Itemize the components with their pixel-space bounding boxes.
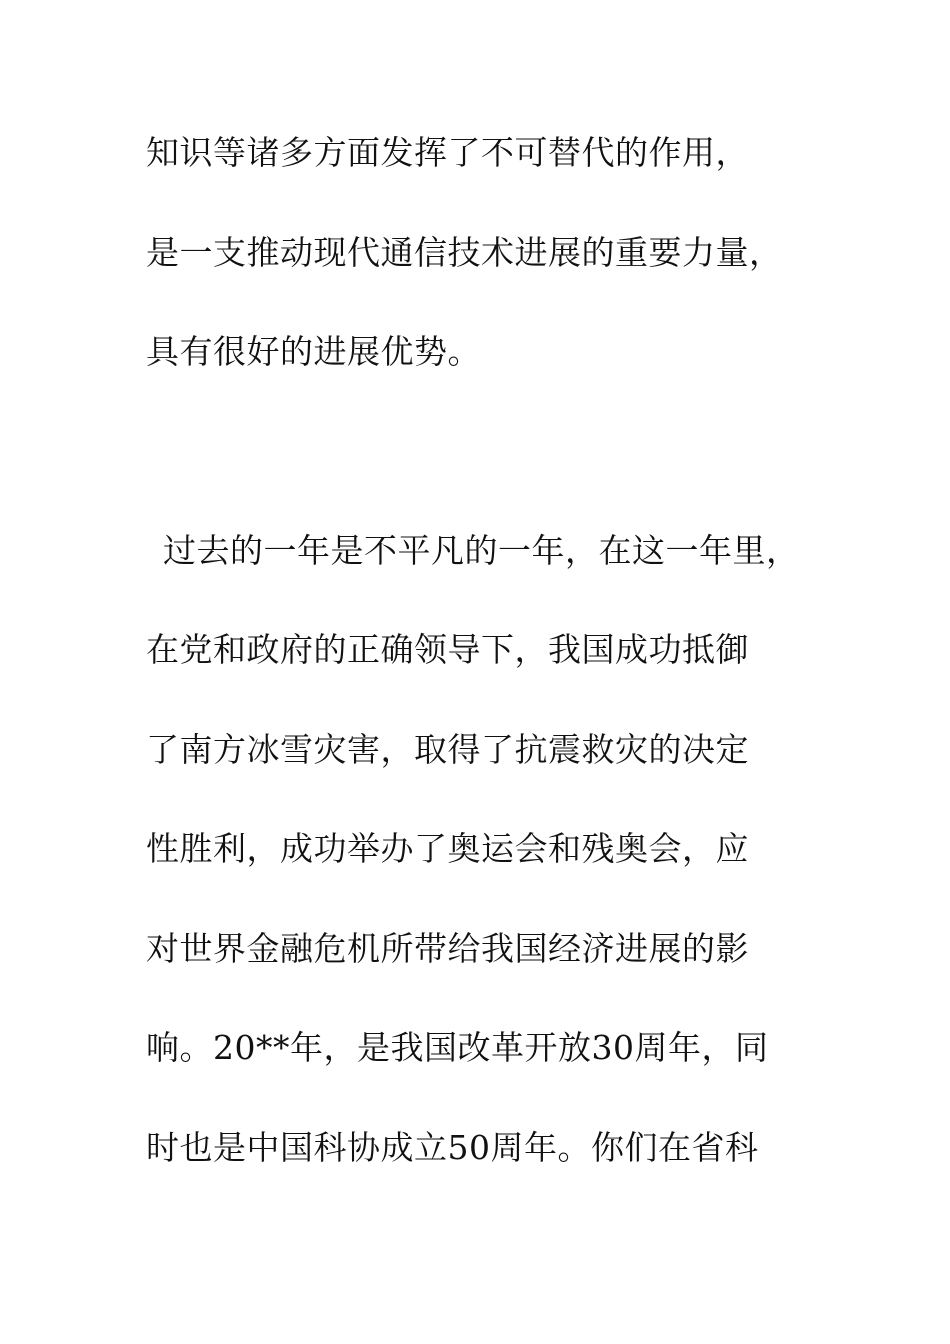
text-line: 时也是中国科协成立50周年。你们在省科: [146, 1128, 759, 1167]
text-line: 知识等诸多方面发挥了不可替代的作用，: [146, 133, 749, 172]
text-line: 具有很好的进展优势。: [146, 332, 481, 371]
text-line: 了南方冰雪灾害，取得了抗震救灾的决定: [146, 730, 749, 769]
text-line: 性胜利，成功举办了奥运会和残奥会，应: [146, 829, 749, 868]
text-line: 过去的一年是不平凡的一年，在这一年里，: [163, 531, 800, 570]
text-line: 是一支推动现代通信技术进展的重要力量，: [146, 233, 783, 272]
text-line: 响。20**年，是我国改革开放30周年，同: [146, 1028, 769, 1067]
text-line: 在党和政府的正确领导下，我国成功抵御: [146, 630, 749, 669]
text-line: 对世界金融危机所带给我国经济进展的影: [146, 929, 749, 968]
